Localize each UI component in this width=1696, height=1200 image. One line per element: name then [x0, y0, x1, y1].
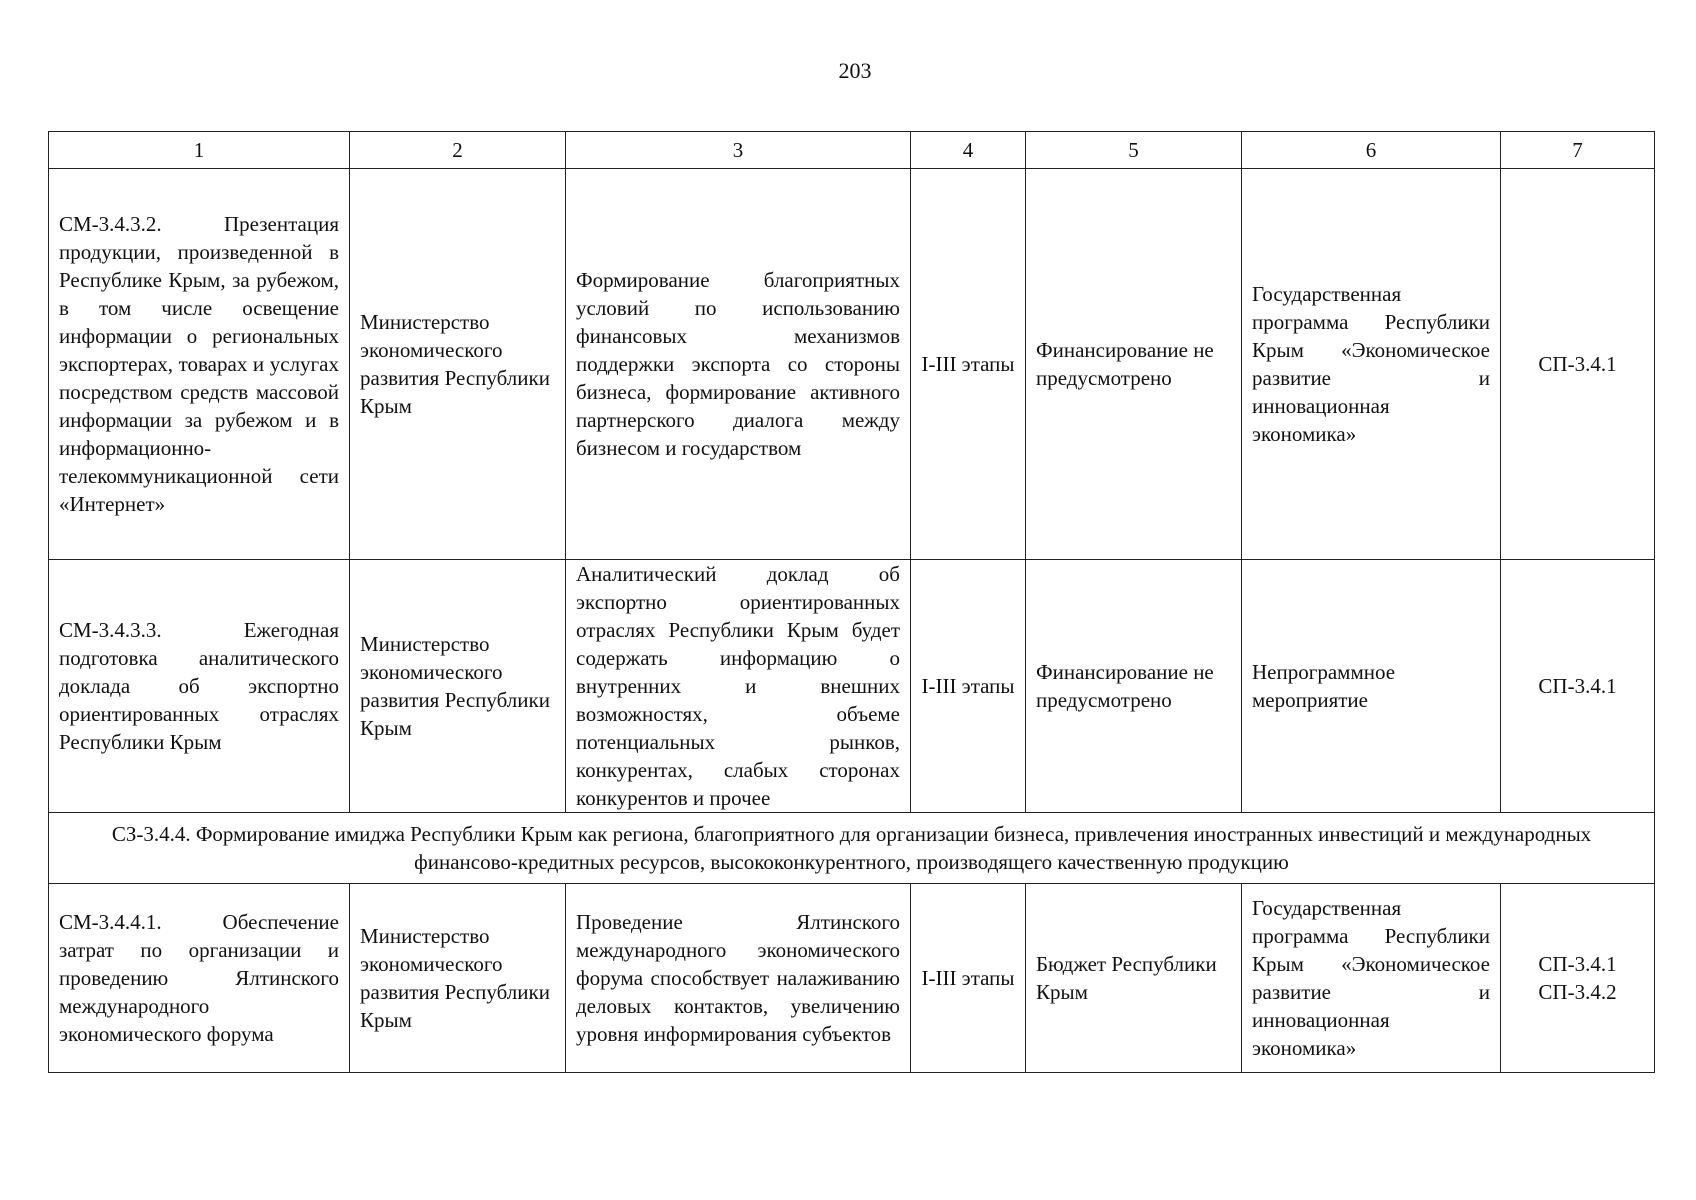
measures-table — [48, 131, 1655, 1073]
executor-cell: Министерство экономического развития Республики Крым — [350, 884, 566, 1073]
column-number-1: 1 — [49, 132, 350, 169]
executor-cell: Министерство экономического развития Республики Крым — [350, 560, 566, 813]
table-row — [49, 169, 1655, 560]
program-cell: Непрограммное мероприятие — [1242, 560, 1501, 813]
stages-cell: I-III этапы — [911, 169, 1026, 560]
stages-cell: I-III этапы — [911, 884, 1026, 1073]
result-cell — [566, 884, 911, 1073]
table-row — [49, 560, 1655, 813]
section-title-row — [49, 813, 1655, 884]
task-code-cell — [1501, 560, 1655, 813]
measure-cell: СМ-3.4.4.1. Обеспечение затрат по организации и проведению Ялтинского международного экономического форума — [49, 884, 350, 1073]
measure-cell: СМ-3.4.3.2. Презентация продукции, произведенной в Республике Крым, за рубежом, в том числе освещение информации о региональных экспортерах, товарах и услугах посредством средств массовой информации за рубежом и в информационно-телекоммуникационной сети «Интернет» — [49, 169, 350, 560]
executor-cell: Министерство экономического развития Республики Крым — [350, 169, 566, 560]
column-number-7: 7 — [1501, 132, 1655, 169]
column-number-2: 2 — [350, 132, 566, 169]
table-row — [49, 884, 1655, 1073]
column-number-4: 4 — [911, 132, 1026, 169]
result-cell: Формирование благоприятных условий по использованию финансовых механизмов поддержки экспорта со стороны бизнеса, формирование активного партнерского диалога между бизнесом и государством — [566, 169, 911, 560]
funding-cell: Финансирование не предусмотрено — [1026, 169, 1242, 560]
task-code: СП-3.4.1 — [1538, 352, 1617, 376]
funding-cell: Финансирование не предусмотрено — [1026, 560, 1242, 813]
task-code: СП-3.4.1 — [1538, 674, 1617, 698]
stages-cell: I-III этапы — [911, 560, 1026, 813]
task-code: СП-3.4.2 — [1538, 980, 1617, 1004]
column-number-3: 3 — [566, 132, 911, 169]
task-code: СП-3.4.1 — [1538, 952, 1617, 976]
section-title: СЗ-3.4.4. Формирование имиджа Республики Крым как региона, благоприятного для организации бизнеса, привлечения иностранных инвестиций и международных финансово-кредитных ресурсов, высококонкурентного, производящего качественную продукцию — [49, 813, 1655, 884]
program-cell: Государственная программа Республики Крым «Экономическое развитие и инновационная экономика» — [1242, 884, 1501, 1073]
column-number-5: 5 — [1026, 132, 1242, 169]
column-number-6: 6 — [1242, 132, 1501, 169]
page-number: 203 — [838, 58, 872, 83]
funding-cell: Бюджет Республики Крым — [1026, 884, 1242, 1073]
result-text: Проведение Ялтинского международного экономического форума способствует налаживанию деловых контактов, увеличению уровня информирования субъектов — [576, 910, 900, 1046]
measure-cell: СМ-3.4.3.3. Ежегодная подготовка аналитического доклада об экспортно ориентированных отраслях Республики Крым — [49, 560, 350, 813]
program-cell: Государственная программа Республики Крым «Экономическое развитие и инновационная экономика» — [1242, 169, 1501, 560]
task-code-cell — [1501, 169, 1655, 560]
task-code-cell — [1501, 884, 1655, 1073]
table-header-row — [49, 132, 1655, 169]
result-cell: Аналитический доклад об экспортно ориентированных отраслях Республики Крым будет содержать информацию о внутренних и внешних возможностях, объеме потенциальных рынков, конкурентах, слабых сторонах конкурентов и прочее — [566, 560, 911, 813]
